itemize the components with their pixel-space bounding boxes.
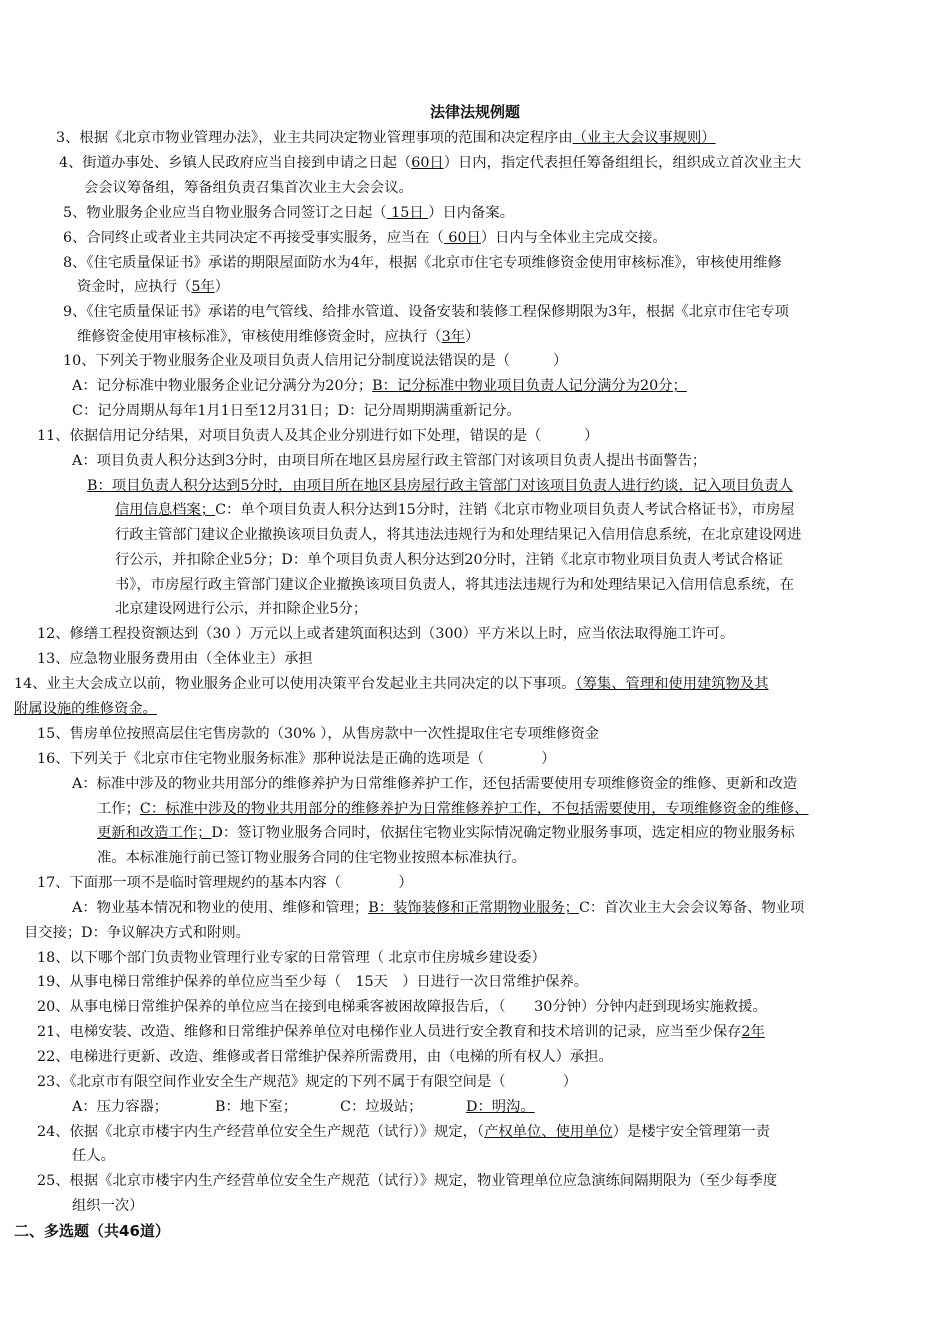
question-23-option-c: C：垃圾站；: [340, 1099, 423, 1115]
question-4: [59, 151, 801, 176]
question-text: 4、街道办事处、乡镇人民政府应当自接到申请之日起（: [59, 155, 412, 171]
question-23-option-b: B：地下室；: [215, 1099, 297, 1115]
question-13: 13、应急物业服务费用由（全体业主）承担: [37, 651, 313, 667]
question-16-line-3: [97, 821, 795, 846]
question-text: ）日内与全体业主完成交接。: [480, 230, 667, 246]
question-23-option-d-answer: D：明沟。: [466, 1099, 535, 1115]
question-text: ）: [214, 279, 230, 295]
question-23: 23、《北京市有限空间作业安全生产规范》规定的下列不属于有限空间是（ ）: [37, 1074, 578, 1090]
question-5: [63, 201, 514, 226]
question-11-line-4: 行公示，并扣除企业5分；D：单个项目负责人积分达到20分时，注销《北京市物业项目负责人考试合格证: [115, 552, 783, 568]
question-text: 资金时，应执行（: [77, 279, 192, 295]
option-b-answer: B：记分标准中物业项目负责人记分满分为20分；: [372, 378, 687, 394]
question-text: 6、合同终止或者业主共同决定不再接受事实服务，应当在（: [63, 230, 444, 246]
question-11-option-a: A：项目负责人积分达到3分时，由项目所在地区县房屋行政主管部门对该项目负责人提出书面警告；: [72, 453, 707, 469]
question-19: 19、从事电梯日常维护保养的单位应当至少每（ 15天 ）日进行一次日常维护保养。: [37, 974, 589, 990]
question-text: 3、根据《北京市物业管理办法》，业主共同决定物业管理事项的范围和决定程序由: [56, 130, 573, 146]
question-11-option-b-answer: B：项目负责人积分达到5分时，由项目所在地区县房屋行政主管部门对该项目负责人进行约谈，记入项目负责人: [87, 478, 793, 494]
question-3: [56, 126, 716, 151]
option-b-answer: 信用信息档案；: [115, 502, 216, 518]
question-4-line-2: 会会议筹备组，筹备组负责召集首次业主大会会议。: [84, 180, 413, 196]
question-21: [37, 1020, 765, 1045]
answer: 60日: [443, 230, 481, 246]
question-23-option-a: A：压力容器；: [72, 1099, 169, 1115]
option-a: A：记分标准中物业服务企业记分满分为20分；: [72, 378, 373, 394]
question-11-line-b2: [115, 498, 795, 523]
question-text: ）是楼宇安全管理第一责: [612, 1124, 771, 1140]
option-a: A：物业基本情况和物业的使用、维修和管理；: [72, 900, 369, 916]
answer: （筹集、管理和使用建筑物及其: [575, 676, 769, 692]
answer: 60日: [411, 155, 444, 171]
question-text: ）日内，指定代表担任筹备组组长，组织成立首次业主大: [443, 155, 802, 171]
question-8-line-2: [77, 275, 229, 300]
question-text: 维修资金使用审核标准》，审核使用维修资金时，应执行（: [77, 329, 442, 345]
answer: 2年: [741, 1024, 765, 1040]
option-b-answer: B：装饰装修和正常期物业服务；: [368, 900, 579, 916]
option-c: C：首次业主大会会议筹备、物业项: [578, 900, 805, 916]
question-14-answer-line-2: 附属设施的维修资金。: [14, 701, 157, 717]
question-14: [14, 672, 769, 697]
section-heading: 二、多选题（共46道）: [14, 1222, 170, 1240]
question-17-line-2: 目交接；D：争议解决方式和附则。: [24, 925, 250, 941]
question-25-line-2: 组织一次）: [72, 1198, 144, 1214]
question-10-options-ab: [72, 374, 687, 399]
question-8: 8、《住宅质量保证书》承诺的期限屋面防水为4年，根据《北京市住宅专项维修资金使用审核标准》，审核使用维修: [63, 255, 782, 271]
question-10: 10、下列关于物业服务企业及项目负责人信用记分制度说法错误的是（ ）: [63, 353, 568, 369]
question-text: ）日内备案。: [428, 205, 514, 221]
question-6: [63, 226, 667, 251]
question-22: 22、电梯进行更新、改造、维修或者日常维护保养所需费用，由（电梯的所有权人）承担。: [37, 1049, 613, 1065]
question-10-options-cd: C：记分周期从每年1月1日至12月31日；D：记分周期期满重新记分。: [72, 403, 521, 419]
question-12: 12、修缮工程投资额达到（30 ）万元以上或者建筑面积达到（300）平方米以上时，应当依法取得施工许可。: [37, 626, 735, 642]
question-20: 20、从事电梯日常维护保养的单位应当在接到电梯乘客被困故障报告后，（ 30分钟）分钟内赶到现场实施救援。: [37, 999, 767, 1015]
question-text: 24、依据《北京市楼宇内生产经营单位安全生产规范（试行）》规定，（: [37, 1124, 485, 1140]
question-11-line-5: 书》，市房屋行政主管部门建议企业撤换该项目负责人，将其违法违规行为和处理结果记入信用信息系统，在: [115, 577, 795, 593]
question-16-line-2: [97, 797, 808, 822]
question-9: 9、《住宅质量保证书》承诺的电气管线、给排水管道、设备安装和装修工程保修期限为3年，根据《北京市住宅专项: [63, 304, 789, 320]
answer: 5年: [191, 279, 215, 295]
question-11-line-6: 北京建设网进行公示，并扣除企业5分；: [115, 601, 368, 617]
question-25: 25、根据《北京市楼宇内生产经营单位安全生产规范（试行）》规定，物业管理单位应急演练间隔期限为（至少每季度: [37, 1173, 778, 1189]
question-16-option-a: A：标准中涉及的物业共用部分的维修养护为日常维修养护工作，还包括需要使用专项维修资金的维修、更新和改造: [72, 776, 798, 792]
question-11: 11、依据信用记分结果，对项目负责人及其企业分别进行如下处理，错误的是（ ）: [37, 428, 599, 444]
question-text: ）: [464, 329, 480, 345]
answer: 产权单位、使用单位: [484, 1124, 613, 1140]
question-24: [37, 1120, 770, 1145]
question-15: 15、售房单位按照高层住宅售房款的（30% ），从售房款中一次性提取住宅专项维修资金: [37, 726, 600, 742]
answer: （业主大会议事规则）: [572, 130, 716, 146]
answer: 15日: [386, 205, 429, 221]
question-9-line-2: [77, 325, 479, 350]
question-16-line-4: 准。本标准施行前已签订物业服务合同的住宅物业按照本标准执行。: [97, 850, 526, 866]
question-text: 21、电梯安装、改造、维修和日常维护保养单位对电梯作业人员进行安全教育和技术培训的记录，应当至少保存: [37, 1024, 742, 1040]
option-c: C：单个项目负责人积分达到15分时，注销《北京市物业项目负责人考试合格证书》，市房屋: [215, 502, 795, 518]
question-11-line-3: 行政主管部门建议企业撤换该项目负责人，将其违法违规行为和处理结果记入信用信息系统，在北京建设网进: [115, 527, 802, 543]
question-17: 17、下面那一项不是临时管理规约的基本内容（ ）: [37, 875, 413, 891]
question-18: 18、以下哪个部门负责物业管理行业专家的日常管理（ 北京市住房城乡建设委）: [37, 950, 546, 966]
question-17-options: [72, 896, 804, 921]
page-title: 法律法规例题: [429, 103, 520, 121]
option-c-answer: C：标准中涉及的物业共用部分的维修养护为日常维修养护工作，不包括需要使用，专项维修资金的维修、: [139, 801, 809, 817]
option-d: D：签订物业服务合同时，依据住宅物业实际情况确定物业服务事项，选定相应的物业服务标: [211, 825, 795, 841]
question-text: 14、业主大会成立以前，物业服务企业可以使用决策平台发起业主共同决定的以下事项。: [14, 676, 576, 692]
question-16: 16、下列关于《北京市住宅物业服务标准》那种说法是正确的选项是（ ）: [37, 751, 556, 767]
option-a: 工作；: [97, 801, 140, 817]
option-c-answer: 更新和改造工作；: [97, 825, 212, 841]
question-24-line-2: 任人。: [72, 1148, 115, 1164]
question-text: 5、物业服务企业应当自物业服务合同签订之日起（: [63, 205, 387, 221]
answer: 3年: [441, 329, 465, 345]
